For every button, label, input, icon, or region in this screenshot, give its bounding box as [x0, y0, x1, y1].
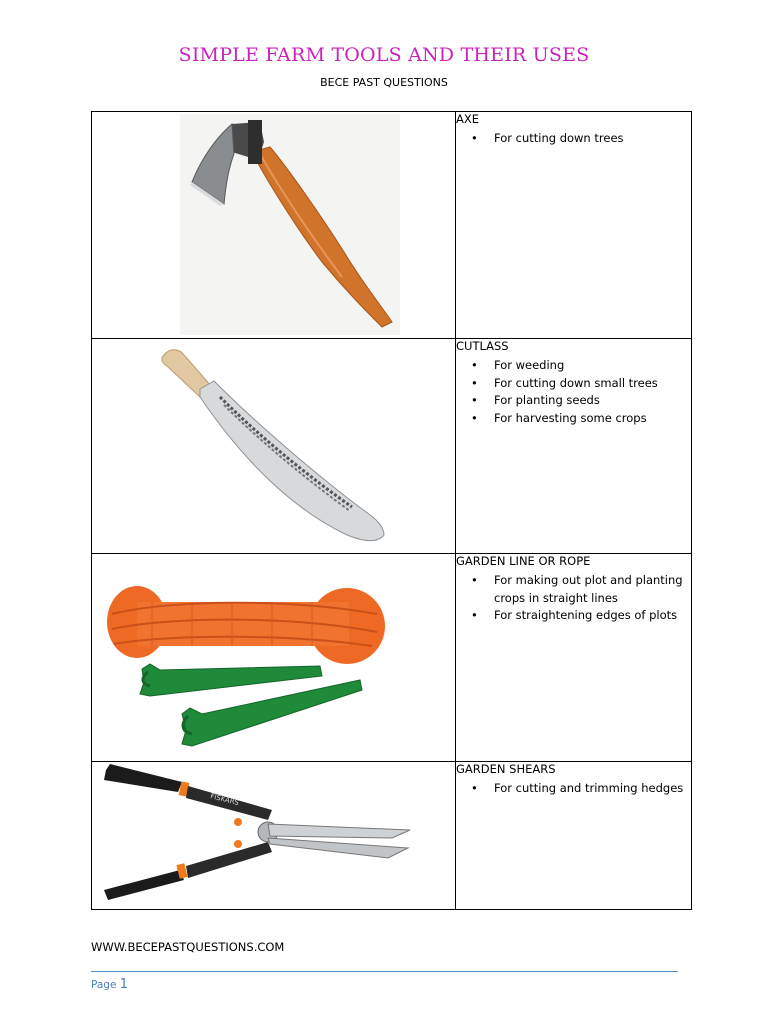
list-item: • For weeding — [494, 357, 691, 375]
footer-divider — [91, 971, 678, 972]
uses-list — [456, 357, 691, 427]
page-label: Page — [91, 979, 117, 991]
tool-info-cell — [456, 762, 692, 910]
list-item: • For harvesting some crops — [494, 410, 691, 428]
tool-info-cell — [456, 339, 692, 554]
uses-list — [456, 572, 691, 625]
tool-name: CUTLASS — [456, 339, 509, 353]
tool-name: AXE — [456, 112, 480, 126]
tool-image-cell — [92, 554, 456, 762]
list-item: • For cutting and trimming hedges — [494, 780, 691, 798]
tool-image-cell — [92, 762, 456, 910]
axe-icon — [92, 112, 455, 337]
footer-website: WWW.BECEPASTQUESTIONS.COM — [91, 940, 285, 954]
cutlass-icon — [92, 339, 455, 552]
garden-line-icon — [92, 554, 455, 760]
list-item: • For making out plot and planting crops in straight lines — [494, 572, 691, 607]
tool-name: GARDEN SHEARS — [456, 762, 556, 776]
tool-info-cell — [456, 112, 692, 339]
brand-mark: FISKARS — [209, 792, 240, 807]
list-item: • For planting seeds — [494, 392, 691, 410]
page-number-value: 1 — [119, 977, 129, 992]
list-item: • For cutting down small trees — [494, 375, 691, 393]
table-row — [92, 112, 692, 339]
uses-list — [456, 130, 691, 148]
uses-list — [456, 780, 691, 798]
page-subtitle: BECE PAST QUESTIONS — [320, 76, 448, 89]
tool-info-cell — [456, 554, 692, 762]
list-item: • For cutting down trees — [494, 130, 691, 148]
tool-image-cell — [92, 112, 456, 339]
table-row — [92, 554, 692, 762]
tools-table — [91, 111, 692, 910]
tool-image-cell — [92, 339, 456, 554]
table-row — [92, 339, 692, 554]
tool-name: GARDEN LINE OR ROPE — [456, 554, 591, 568]
garden-shears-icon — [92, 762, 455, 908]
page-number — [91, 977, 128, 992]
page-title: SIMPLE FARM TOOLS AND THEIR USES — [178, 44, 590, 66]
table-row — [92, 762, 692, 910]
list-item: • For straightening edges of plots — [494, 607, 691, 625]
